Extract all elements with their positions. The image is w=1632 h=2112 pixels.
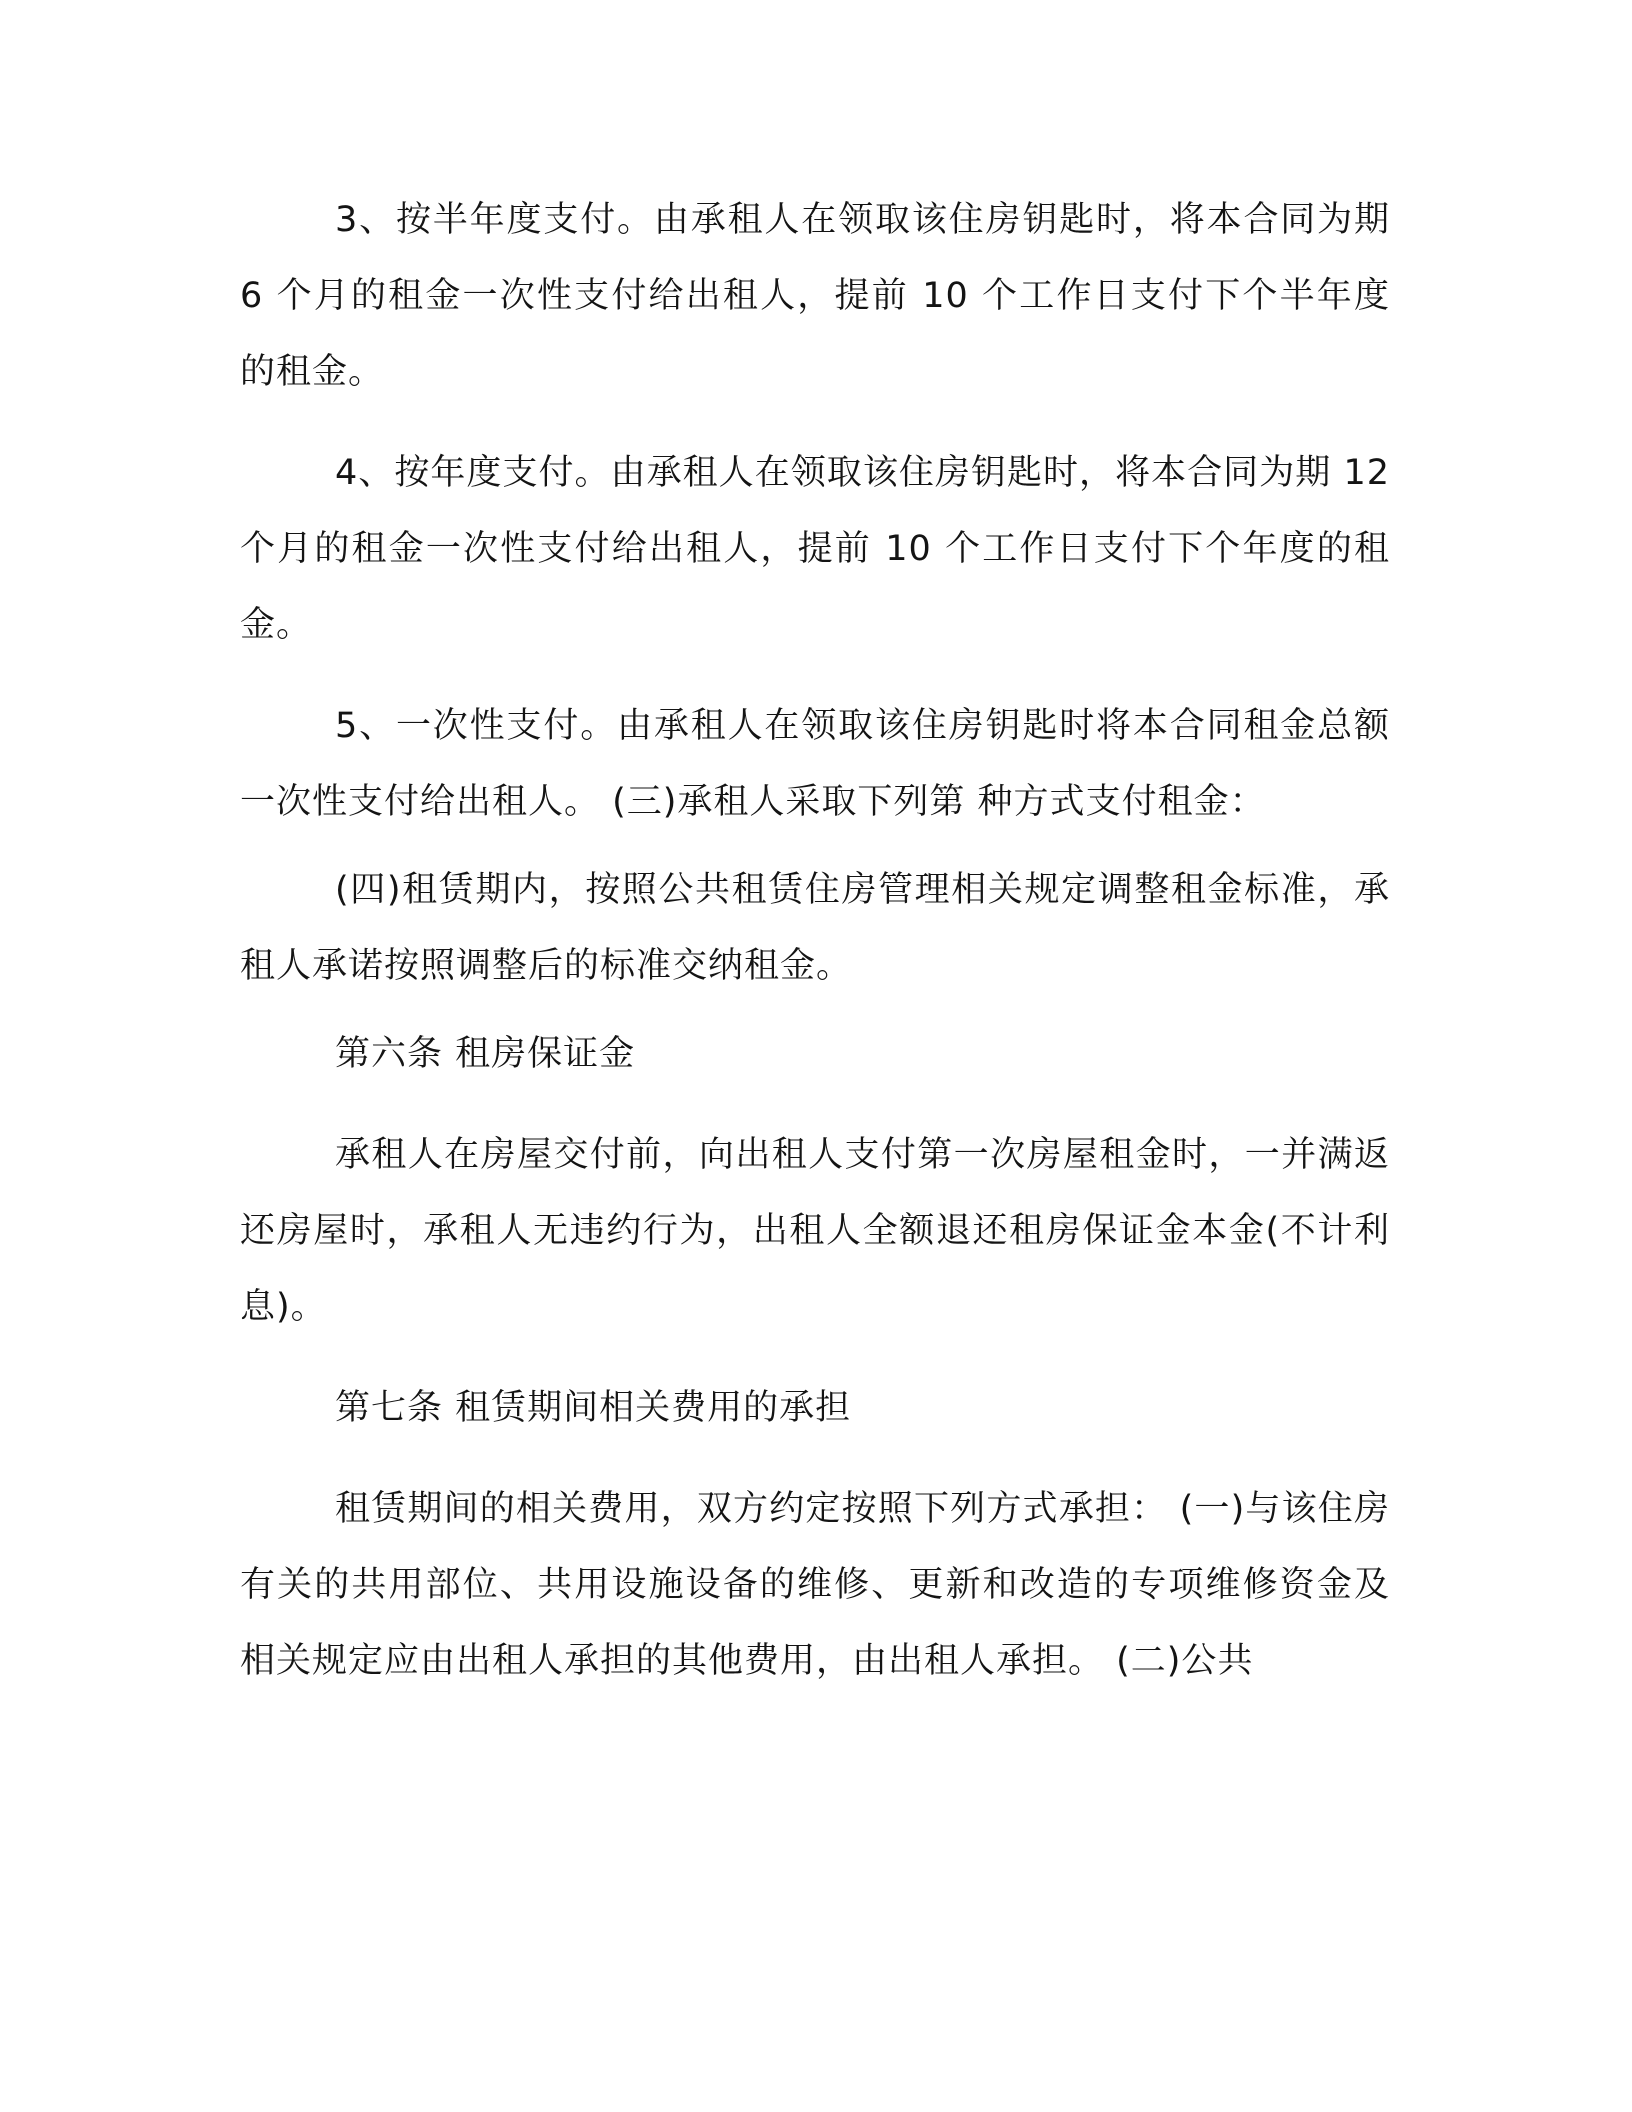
heading-article-seven: 第七条 租赁期间相关费用的承担 [335, 1388, 852, 1428]
paragraph-deposit: 承租人在房屋交付前，向出租人支付第一次房屋租金时，一并满返还房屋时，承租人无违约行为，出租人全额退还租房保证金本金(不计利息)。 [240, 1135, 1390, 1327]
paragraph-semiannual-payment: 3、按半年度支付。由承租人在领取该住房钥匙时，将本合同为期 6 个月的租金一次性支付给出租人，提前 10 个工作日支付下个半年度的租金。 [240, 200, 1390, 392]
paragraph-annual-payment: 4、按年度支付。由承租人在领取该住房钥匙时，将本合同为期 12 个月的租金一次性支付给出租人，提前 10 个工作日支付下个年度的租金。 [240, 453, 1390, 645]
document-page [240, 182, 1390, 1699]
heading-article-six: 第六条 租房保证金 [335, 1034, 636, 1074]
paragraph-expense-sharing: 租赁期间的相关费用，双方约定按照下列方式承担： (一)与该住房有关的共用部位、共用设施设备的维修、更新和改造的专项维修资金及相关规定应由出租人承担的其他费用，由出租人承担。 (二)公共 [240, 1489, 1390, 1681]
paragraph-lump-sum-payment: 5、一次性支付。由承租人在领取该住房钥匙时将本合同租金总额一次性支付给出租人。 (三)承租人采取下列第 种方式支付租金： [240, 706, 1390, 822]
paragraph-rent-adjustment: (四)租赁期内，按照公共租赁住房管理相关规定调整租金标准，承租人承诺按照调整后的标准交纳租金。 [240, 870, 1390, 986]
